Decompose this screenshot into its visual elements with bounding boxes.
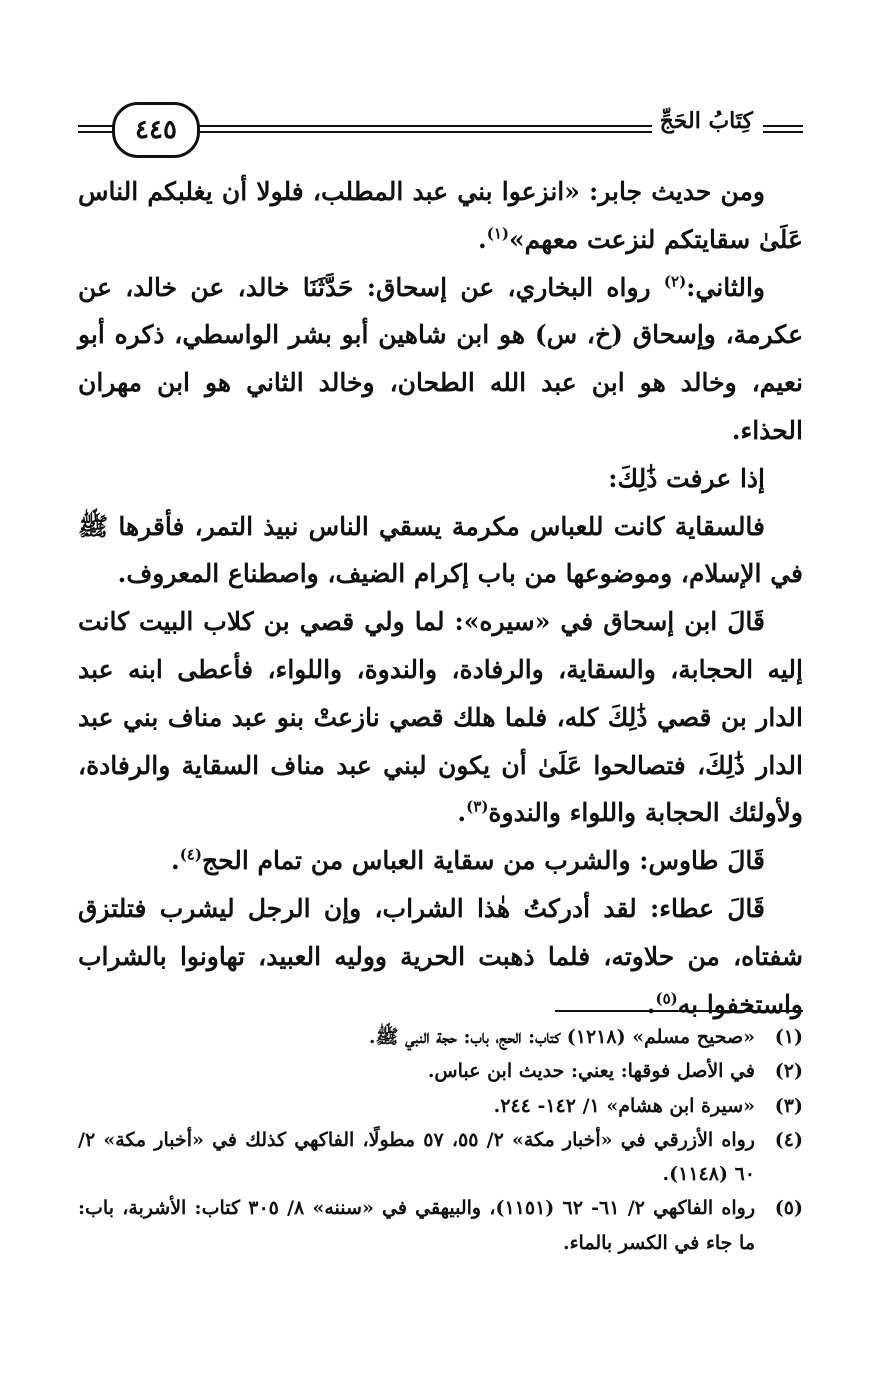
paragraph-1: ومن حديث جابر: «انزعوا بني عبد المطلب، فلولا أن يغلبكم الناس عَلَىٰ سقايتكم لنزعت معهم»$^{(١)}$. (78, 177, 803, 254)
running-title: كِتَابُ الحَجِّ (652, 108, 761, 134)
footnote-ref-2[interactable]: (٢) (663, 272, 687, 291)
footnote-separator (555, 1010, 803, 1012)
paragraph-2: والثاني:$^{(٢)}$ رواه البخاري، عن إسحاق: حَدَّثَنَا خالد، عن خالد، عن عكرمة، وإسحاق (خ، س) هو ابن شاهين أبو بشر الواسطي، ذكره أبو نعيم، وخالد هو ابن عبد الله الطحان، وخالد الثاني هو ابن مهران الحذاء. (78, 272, 803, 445)
paragraph-5: قَالَ ابن إسحاق في «سيره»: لما ولي قصي بن كلاب البيت كانت إليه الحجابة، والسقاية، والرفادة، والندوة، واللواء، فأعطى ابنه عبد الدار بن قصي ذَٰلِكَ كله، فلما هلك قصي نازعتْ بنو عبد مناف بني عبد الدار ذَٰلِكَ، فتصالحوا عَلَىٰ أن يكون لبني عبد مناف السقاية والرفادة، ولأولئك الحجابة واللواء والندوة$^{(٣)}$. (78, 607, 803, 828)
footnote-text: «سيرة ابن هشام» ١/ ١٤٢- ٢٤٤. (493, 1094, 755, 1117)
page-number: ٤٤٥ (112, 102, 200, 158)
footnote-text: في الأصل فوقها: يعني: حديث ابن عباس. (427, 1060, 755, 1083)
footnote-number: (٣) (774, 1094, 803, 1117)
paragraph-4: فالسقاية كانت للعباس مكرمة يسقي الناس نبيذ التمر، فأقرها ﷺ في الإسلام، وموضوعها من باب إكرام الضيف، واصطناع المعروف. (78, 511, 803, 589)
footnote-text: رواه الأزرقي في «أخبار مكة» ٢/ ٥٥، ٥٧ مطولًا، الفاكهي كذلك في «أخبار مكة» ٢/ ٦٠ (١١٤٨). (78, 1128, 755, 1186)
footnote-ref-1[interactable]: (١) (486, 224, 510, 243)
paragraph-6: قَالَ طاوس: والشرب من سقاية العباس من تمام الحج$^{(٤)}$. (170, 845, 765, 876)
footnote-number: (٤) (774, 1128, 803, 1151)
paragraph-7: قَالَ عطاء: لقد أدركتُ هٰذا الشراب، وإن الرجل ليشرب فتلتزق شفتاه، من حلاوته، فلما ذهبت الحرية ووليه العبيد، تهاونوا بالشراب واستخفوا به$^{(٥)}$. (78, 893, 803, 1019)
footnote-1 (78, 1020, 803, 1054)
paragraph-3: إذا عرفت ذَٰلِكَ: (608, 463, 765, 493)
footnote-number: (١) (774, 1026, 803, 1048)
page-header (78, 98, 803, 158)
main-text (78, 168, 803, 1028)
header-rule (193, 125, 683, 133)
footnote-text: رواه الفاكهي ٢/ ٦١- ٦٢ (١١٥١)، والبيهقي في «سننه» ٨/ ٣٠٥ كتاب: الأشربة، باب: ما جاء في الكسر بالماء. (78, 1197, 755, 1254)
footnotes (78, 1020, 803, 1260)
footnote-2 (78, 1054, 803, 1088)
footnote-ref-4[interactable]: (٤) (179, 845, 202, 864)
footnote-ref-5[interactable]: (٥) (655, 989, 678, 1008)
footnote-4 (78, 1123, 803, 1192)
footnote-number: (٥) (774, 1197, 803, 1220)
footnote-3 (78, 1089, 803, 1123)
footnote-number: (٢) (774, 1060, 803, 1083)
footnote-ref-3[interactable]: (٣) (466, 798, 489, 817)
footnote-5 (78, 1191, 803, 1260)
header-rule-right (763, 125, 803, 133)
footnote-text: «صحيح مسلم» (١٢١٨) كتاب: الحج، باب: حجة النبي ﷺ. (368, 1026, 755, 1048)
